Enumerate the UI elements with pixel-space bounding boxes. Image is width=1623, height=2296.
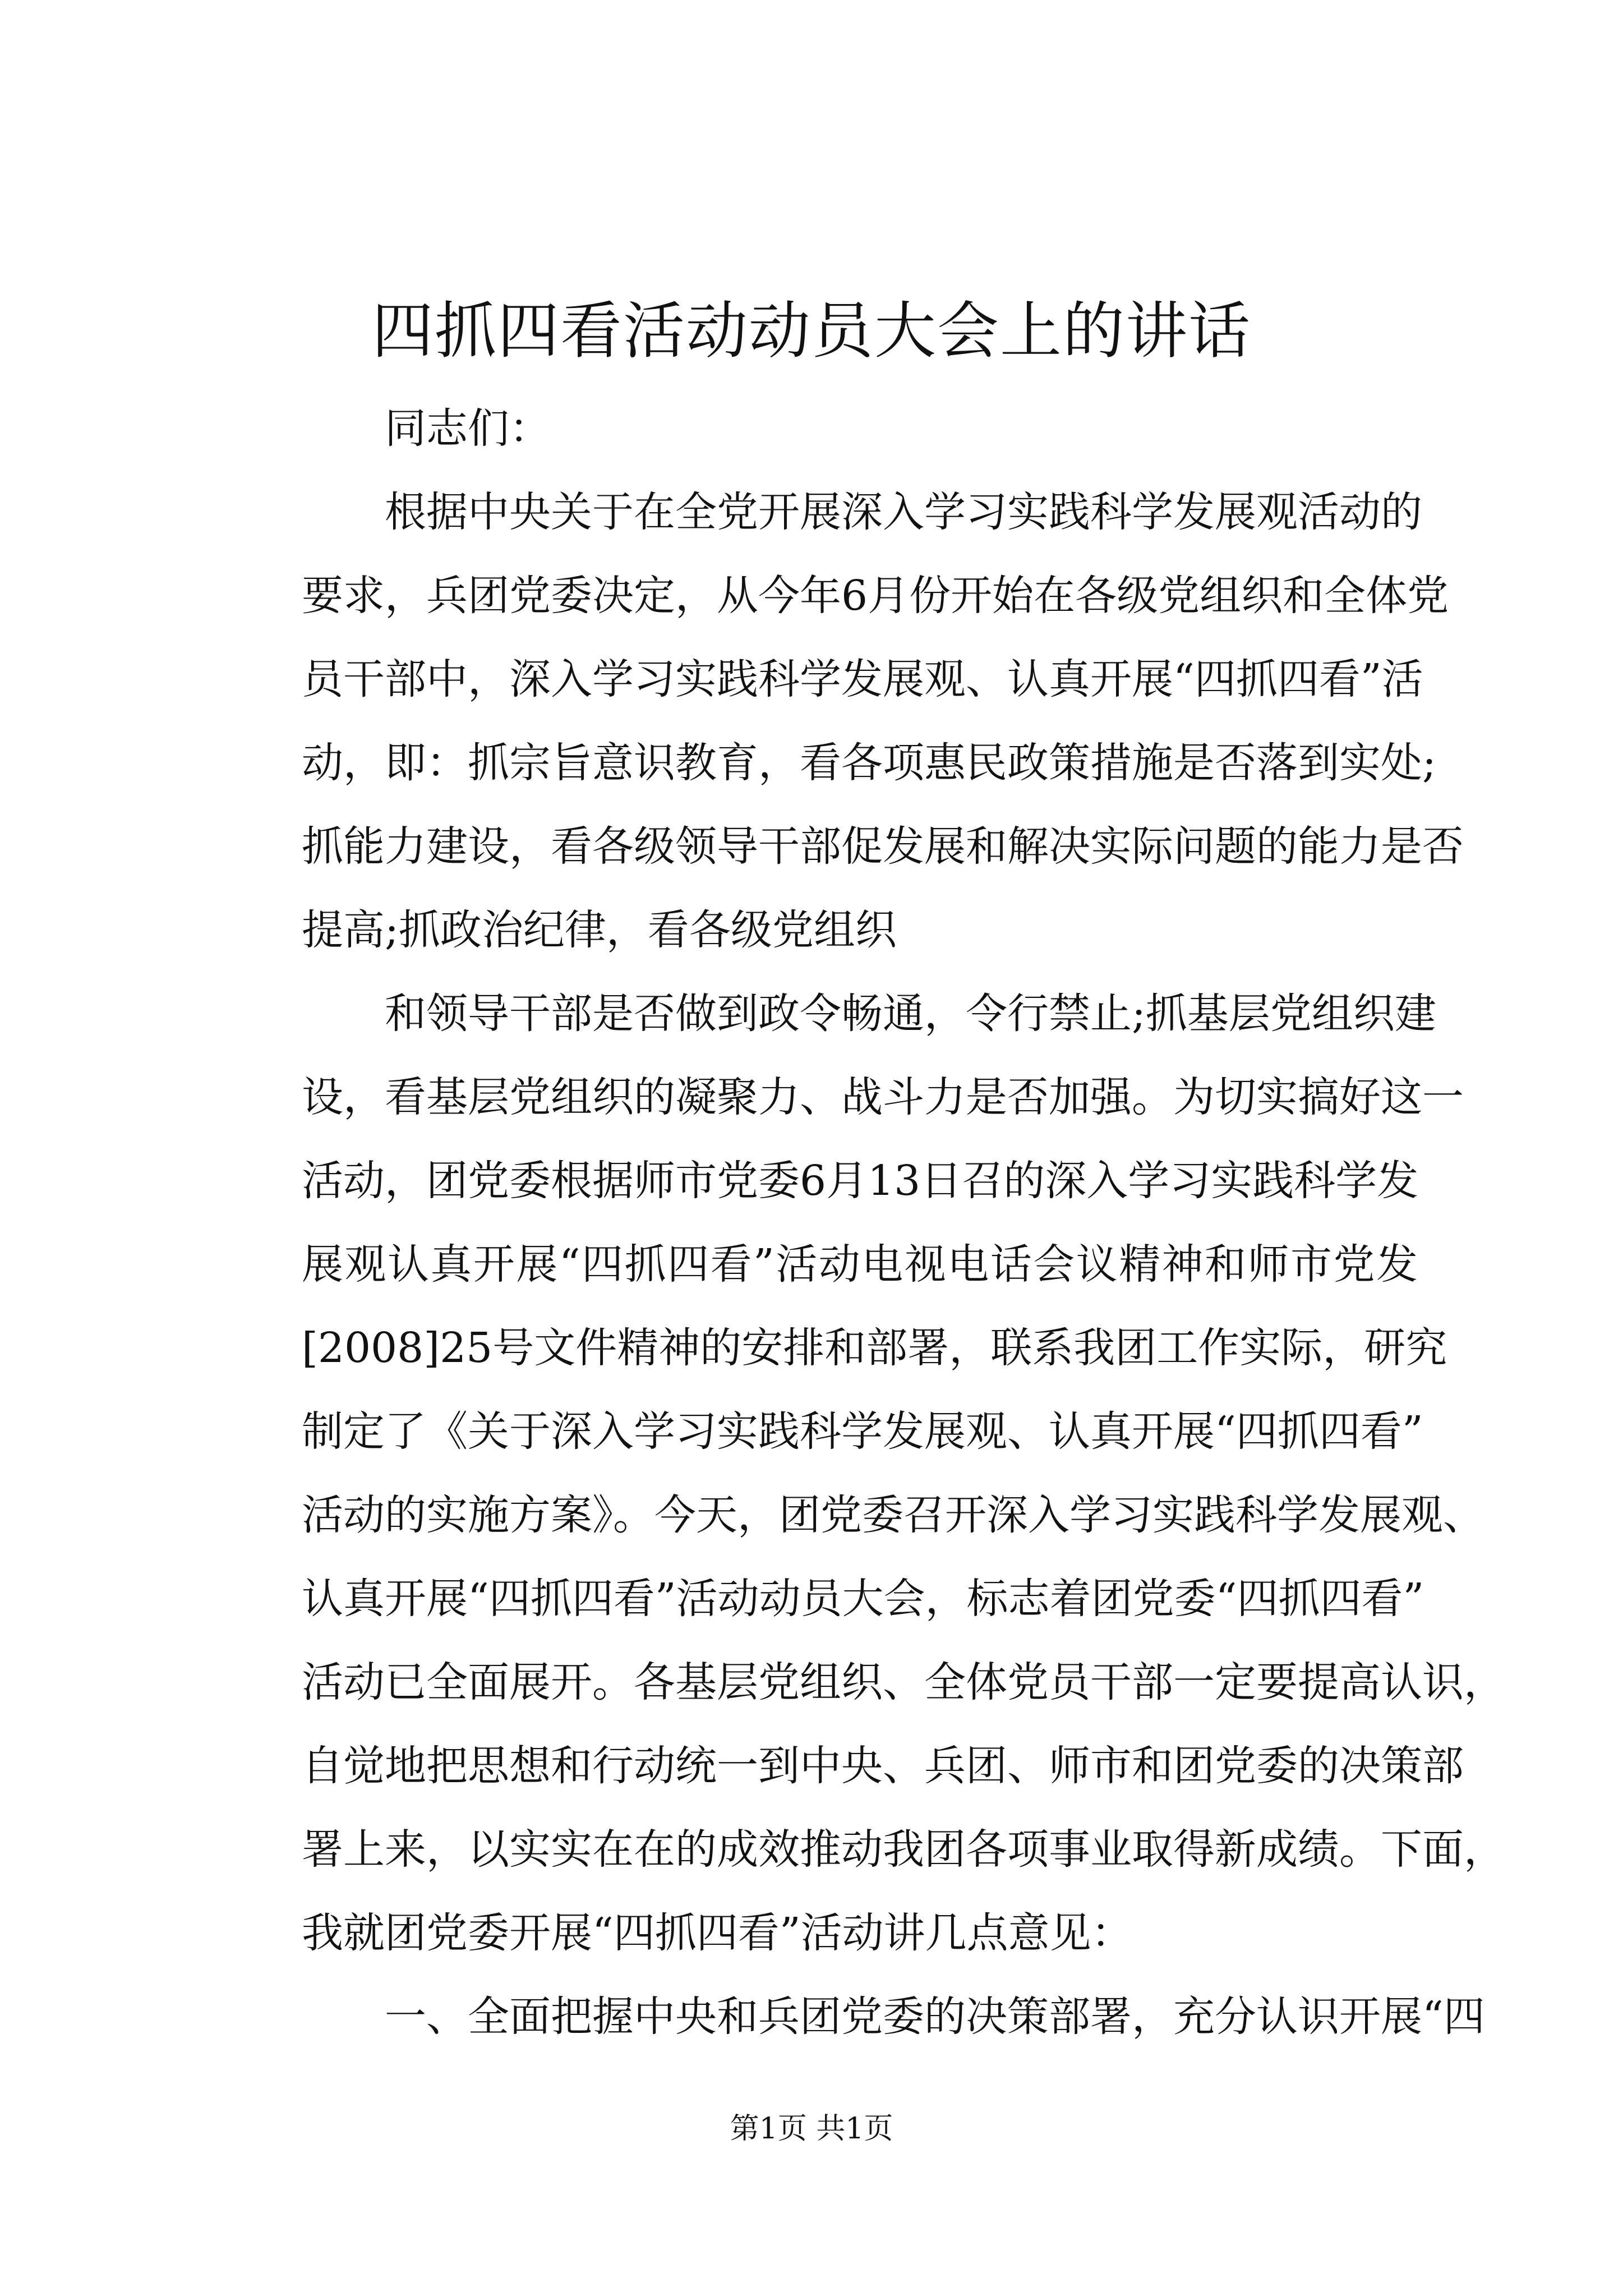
paragraph-line: 制定了《关于深入学习实践科学发展观、认真开展“四抓四看”: [302, 1407, 1423, 1456]
paragraph-line: 设，看基层党组织的凝聚力、战斗力是否加强。为切实搞好这一: [302, 1073, 1464, 1121]
paragraph-line: [2008]25号文件精神的安排和部署，联系我团工作实际，研究: [302, 1324, 1447, 1372]
paragraph-line: 员干部中，深入学习实践科学发展观、认真开展“四抓四看”活: [302, 655, 1423, 703]
paragraph-line: 认真开展“四抓四看”活动动员大会，标志着团党委“四抓四看”: [302, 1575, 1424, 1623]
salutation: 同志们：: [385, 404, 551, 453]
paragraph-line: 要求，兵团党委决定，从今年6月份开始在各级党组织和全体党: [302, 572, 1449, 620]
paragraph-line: 动，即：抓宗旨意识教育，看各项惠民政策措施是否落到实处;: [302, 739, 1436, 787]
paragraph-line: 展观认真开展“四抓四看”活动电视电话会议精神和师市党发: [302, 1240, 1418, 1289]
paragraph-line: 活动已全面展开。各基层党组织、全体党员干部一定要提高认识，: [302, 1658, 1505, 1706]
page-footer: 第1页 共1页: [730, 2112, 893, 2146]
paragraph-line: 自觉地把思想和行动统一到中央、兵团、师市和团党委的决策部: [302, 1742, 1464, 1790]
paragraph-line: 抓能力建设，看各级领导干部促发展和解决实际问题的能力是否: [302, 822, 1464, 871]
section-heading-line: 一、全面把握中央和兵团党委的决策部署，充分认识开展“四: [385, 1993, 1485, 2041]
document-title: 四抓四看活动动员大会上的讲话: [372, 295, 1251, 367]
paragraph-line: 和领导干部是否做到政令畅通，令行禁止;抓基层党组织建: [385, 990, 1436, 1038]
document-body: [302, 387, 1505, 2059]
paragraph-line: 我就团党委开展“四抓四看”活动讲几点意见：: [302, 1909, 1133, 1957]
paragraph-line: 提高;抓政治纪律，看各级党组织: [302, 906, 897, 954]
paragraph-line: 署上来，以实实在在的成效推动我团各项事业取得新成绩。下面，: [302, 1825, 1505, 1874]
paragraph-line: 活动，团党委根据师市党委6月13日召的深入学习实践科学发: [302, 1157, 1419, 1205]
paragraph-line: 活动的实施方案》。今天，团党委召开深入学习实践科学发展观、: [302, 1491, 1484, 1539]
paragraph-line: 根据中央关于在全党开展深入学习实践科学发展观活动的: [385, 488, 1422, 536]
